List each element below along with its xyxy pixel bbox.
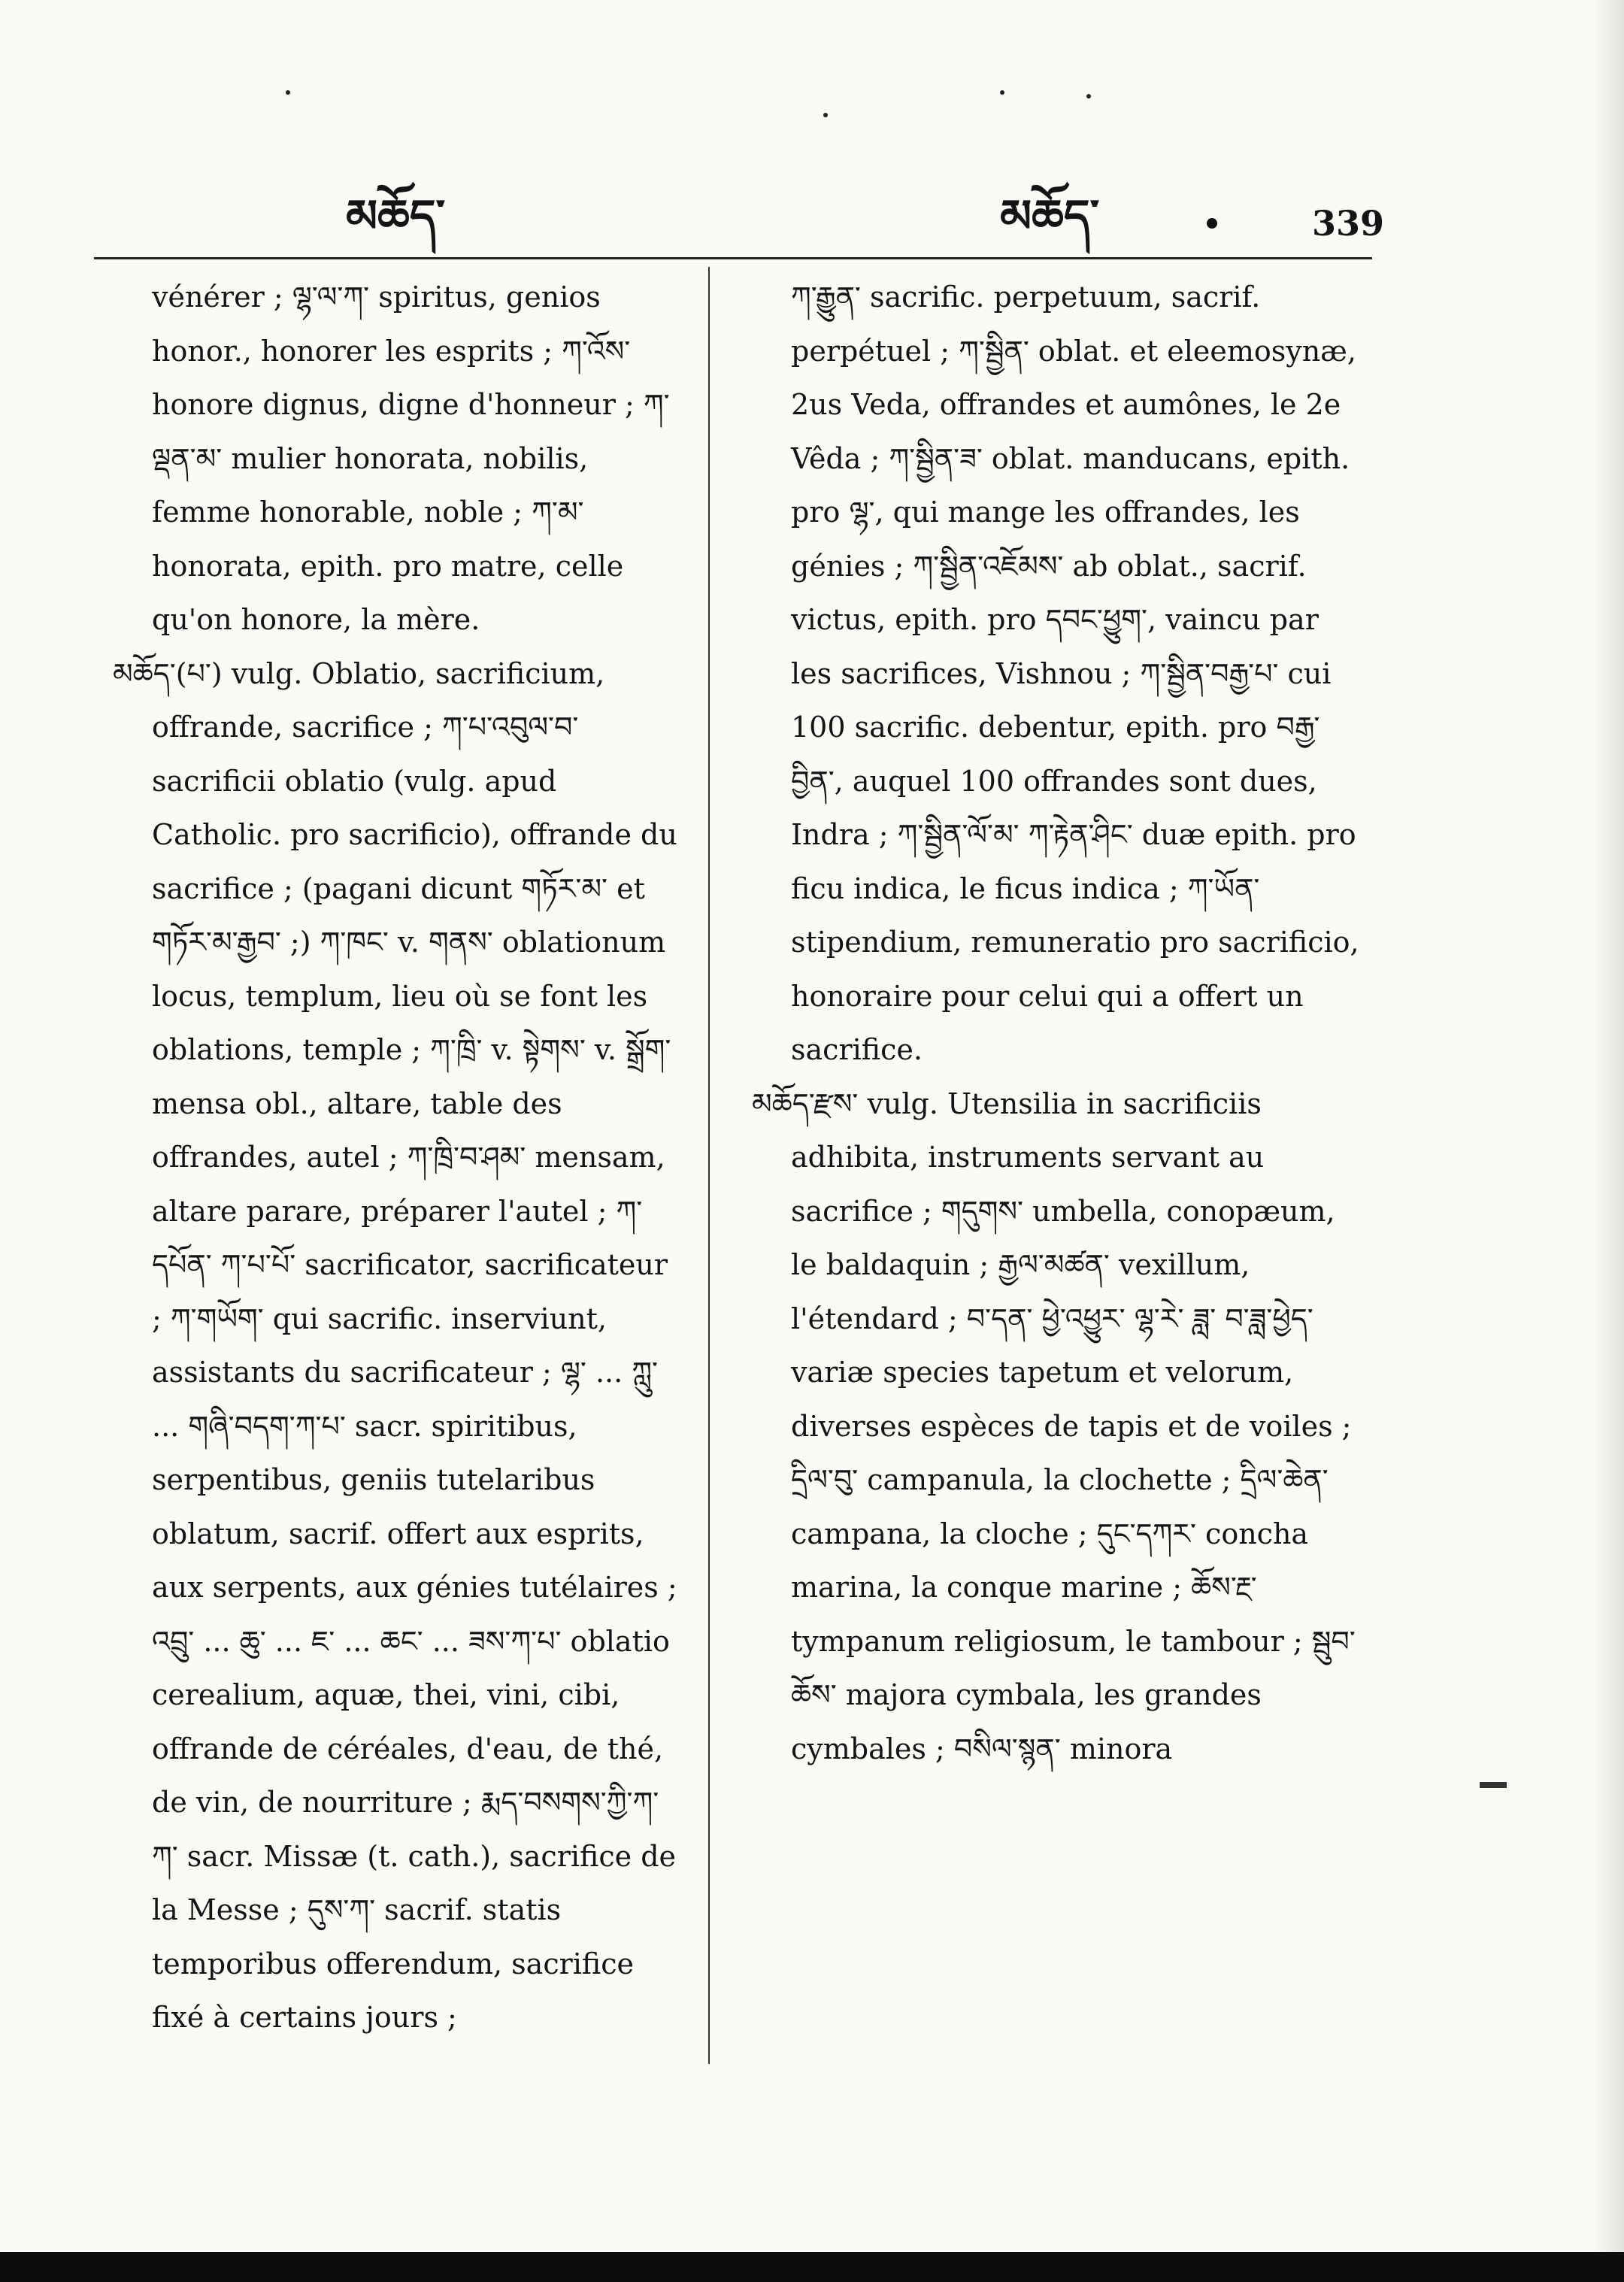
right-entry-mchod-rdzas: མཆོད་རྫས་ vulg. Utensilia in sacrificiis adhibita, instruments servant au sacrifice ; གདུགས་ umbella, conopæum, le baldaquin ; རྒྱལ་མཚན་ vexillum, l'étendard ; བ་དན་ ཕྱེ་འཕྱུར་ ལྷ་རེ་ ཟླ་ བ་ཟླ་ཕྱེད་ variæ species tapetum et velorum, diverses espèces de tapis et de voiles ; དྲིལ་བུ་ campanula, la clochette ; དྲིལ་ཆེན་ campana, la cloche ; དུང་དཀར་ concha marina, la conque marine ; ཆོས་རྔ་ tympanum religiosum, le tambour ; སྦུབ་ཆོས་ majora cymbala, les grandes cymbales ; བསིལ་སྙན་ minora — [752, 1086, 1356, 1765]
running-head-left: མཆོད་ — [346, 190, 446, 243]
left-column — [113, 271, 684, 2045]
print-speck-1 — [286, 90, 290, 95]
print-speck-3 — [1000, 90, 1004, 95]
page-edge-shadow — [1594, 0, 1624, 2252]
column-divider — [708, 267, 710, 2064]
print-speck-2 — [823, 113, 828, 117]
header-rule — [94, 257, 1372, 259]
right-column — [752, 271, 1361, 1776]
left-entry-mchod-pa: མཆོད་(པ་) vulg. Oblatio, sacrificium, offrande, sacrifice ; ཀ་པ་འབུལ་བ་ sacrificii oblatio (vulg. apud Catholic. pro sacrificio), offrande du sacrifice ; (pagani dicunt གཏོར་མ་ et གཏོར་མ་རྒྱབ་ ;) ཀ་ཁང་ v. གནས་ oblationum locus, templum, lieu où se font les oblations, temple ; ཀ་ཁྲི་ v. སྟེགས་ v. སྒྲོག་ mensa obl., altare, table des offrandes, autel ; ཀ་ཁྲི་བ་ཤམ་ mensam, altare parare, préparer l'autel ; ཀ་དཔོན་ ཀ་པ་པོ་ sacrificator, sacrificateur ; ཀ་གཡོག་ qui sacrific. inserviunt, assistants du sacrificateur ; ལྷ་ ... ཀླུ་ ... གཞི་བདག་ཀ་པ་ sacr. spiritibus, serpentibus, geniis tutelaribus oblatum, sacrif. offert aux esprits, aux serpents, aux génies tutélaires ; འབྲུ་ ... ཆུ་ ... ཇ་ ... ཆང་ ... ཟས་ཀ་པ་ oblatio cerealium, aquæ, thei, vini, cibi, offrande de céréales, d'eau, de thé, de vin, de nourriture ; རྨད་བསགས་ཀྱི་ཀ་ཀ་ sacr. Missæ (t. cath.), sacrifice de la Messe ; དུས་ཀ་ sacrif. statis temporibus offerendum, sacrifice fixé à certains jours ; — [113, 656, 677, 2034]
header-dot — [1207, 218, 1217, 229]
margin-mark — [1480, 1782, 1507, 1788]
print-speck-4 — [1086, 94, 1091, 98]
right-entry-continuation: ཀ་རྒྱུན་ sacrific. perpetuum, sacrif. perpétuel ; ཀ་སྦྱིན་ oblat. et eleemosynæ, 2us Veda, offrandes et aumônes, le 2e Vêda ; ཀ་སྦྱིན་ཟ་ oblat. manducans, epith. pro ལྷ་, qui mange les offrandes, les génies ; ཀ་སྦྱིན་འཇོམས་ ab oblat., sacrif. victus, epith. pro དབང་ཕྱུག་, vaincu par les sacrifices, Vishnou ; ཀ་སྦྱིན་བརྒྱ་པ་ cui 100 sacrific. debentur, epith. pro བརྒྱ་བྱིན་, auquel 100 offrandes sont dues, Indra ; ཀ་སྦྱིན་ལོ་མ་ ཀ་རྟེན་ཤིང་ duæ epith. pro ficu indica, le ficus indica ; ཀ་ཡོན་ stipendium, remuneratio pro sacrificio, honoraire pour celui qui a offert un sacrifice. — [791, 280, 1359, 1066]
scan-bottom-border — [0, 2252, 1624, 2282]
running-head-right: མཆོད་ — [1000, 190, 1100, 243]
left-entry-continuation: vénérer ; ལྷ་ལ་ཀ་ spiritus, genios honor., honorer les esprits ; ཀ་འོས་ honore dignus, digne d'honneur ; ཀ་ལྡན་མ་ mulier honorata, nobilis, femme honorable, noble ; ཀ་མ་ honorata, epith. pro matre, celle qu'on honore, la mère. — [152, 280, 670, 636]
page-number: 339 — [1312, 203, 1385, 244]
